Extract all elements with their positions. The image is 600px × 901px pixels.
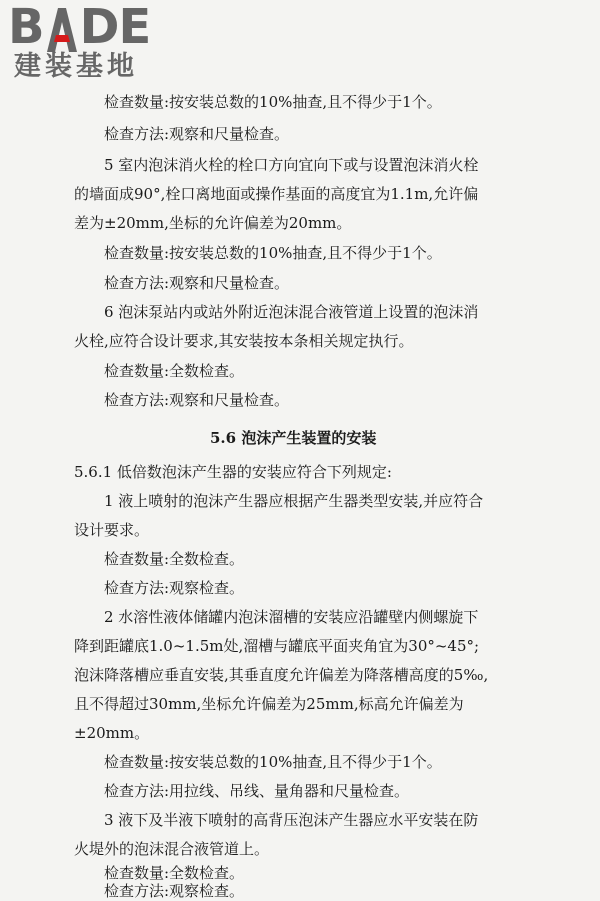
- body-line: ±20mm。: [74, 724, 150, 742]
- bade-logo: [8, 0, 176, 88]
- body-line: 6 泡沫泵站内或站外附近泡沫混合液管道上设置的泡沫消: [104, 303, 479, 321]
- body-line: 5.6.1 低倍数泡沫产生器的安装应符合下列规定:: [74, 463, 392, 481]
- logo-wordmark: B DE: [8, 0, 151, 55]
- body-line: 5 室内泡沫消火栓的栓口方向宜向下或与设置泡沫消火栓: [104, 156, 479, 174]
- logo-a-mark: [45, 6, 79, 50]
- body-line: 检查数量:全数检查。: [104, 864, 245, 882]
- body-line: 2 水溶性液体储罐内泡沫溜槽的安装应沿罐壁内侧螺旋下: [104, 608, 479, 626]
- body-line: 检查数量:全数检查。: [104, 550, 245, 568]
- body-line: 检查数量:全数检查。: [104, 362, 245, 380]
- body-line: 3 液下及半液下喷射的高背压泡沫产生器应水平安装在防: [104, 811, 479, 829]
- body-line: 检查方法:观察检查。: [104, 579, 245, 597]
- section-heading: 5.6 泡沫产生装置的安装: [210, 429, 377, 447]
- body-line: 火堤外的泡沫混合液管道上。: [74, 840, 270, 858]
- body-line: 泡沫降落槽应垂直安装,其垂直度允许偏差为降落槽高度的5‰,: [74, 666, 489, 684]
- body-line: 1 液上喷射的泡沫产生器应根据产生器类型安装,并应符合: [104, 492, 484, 510]
- body-line: 检查数量:按安装总数的10%抽查,且不得少于1个。: [104, 753, 442, 771]
- body-line: 检查方法:观察检查。: [104, 882, 245, 900]
- body-line: 火栓,应符合设计要求,其安装按本条相关规定执行。: [74, 332, 414, 350]
- body-line: 且不得超过30mm,坐标允许偏差为25mm,标高允许偏差为: [74, 695, 464, 713]
- body-line: 检查方法:观察和尺量检查。: [104, 391, 290, 409]
- body-line: 检查方法:观察和尺量检查。: [104, 125, 290, 143]
- body-line: 降到距罐底1.0~1.5m处,溜槽与罐底平面夹角宜为30°~45°;: [74, 637, 480, 655]
- body-line: 检查方法:用拉线、吊线、量角器和尺量检查。: [104, 782, 410, 800]
- body-line: 检查数量:按安装总数的10%抽查,且不得少于1个。: [104, 93, 442, 111]
- body-line: 的墙面成90°,栓口离地面或操作基面的高度宜为1.1m,允许偏: [74, 185, 479, 203]
- logo-subtitle: 建装基地: [14, 51, 138, 82]
- body-line: 检查方法:观察和尺量检查。: [104, 274, 290, 292]
- body-line: 检查数量:按安装总数的10%抽查,且不得少于1个。: [104, 244, 442, 262]
- body-line: 设计要求。: [74, 521, 150, 539]
- body-line: 差为±20mm,坐标的允许偏差为20mm。: [74, 214, 352, 232]
